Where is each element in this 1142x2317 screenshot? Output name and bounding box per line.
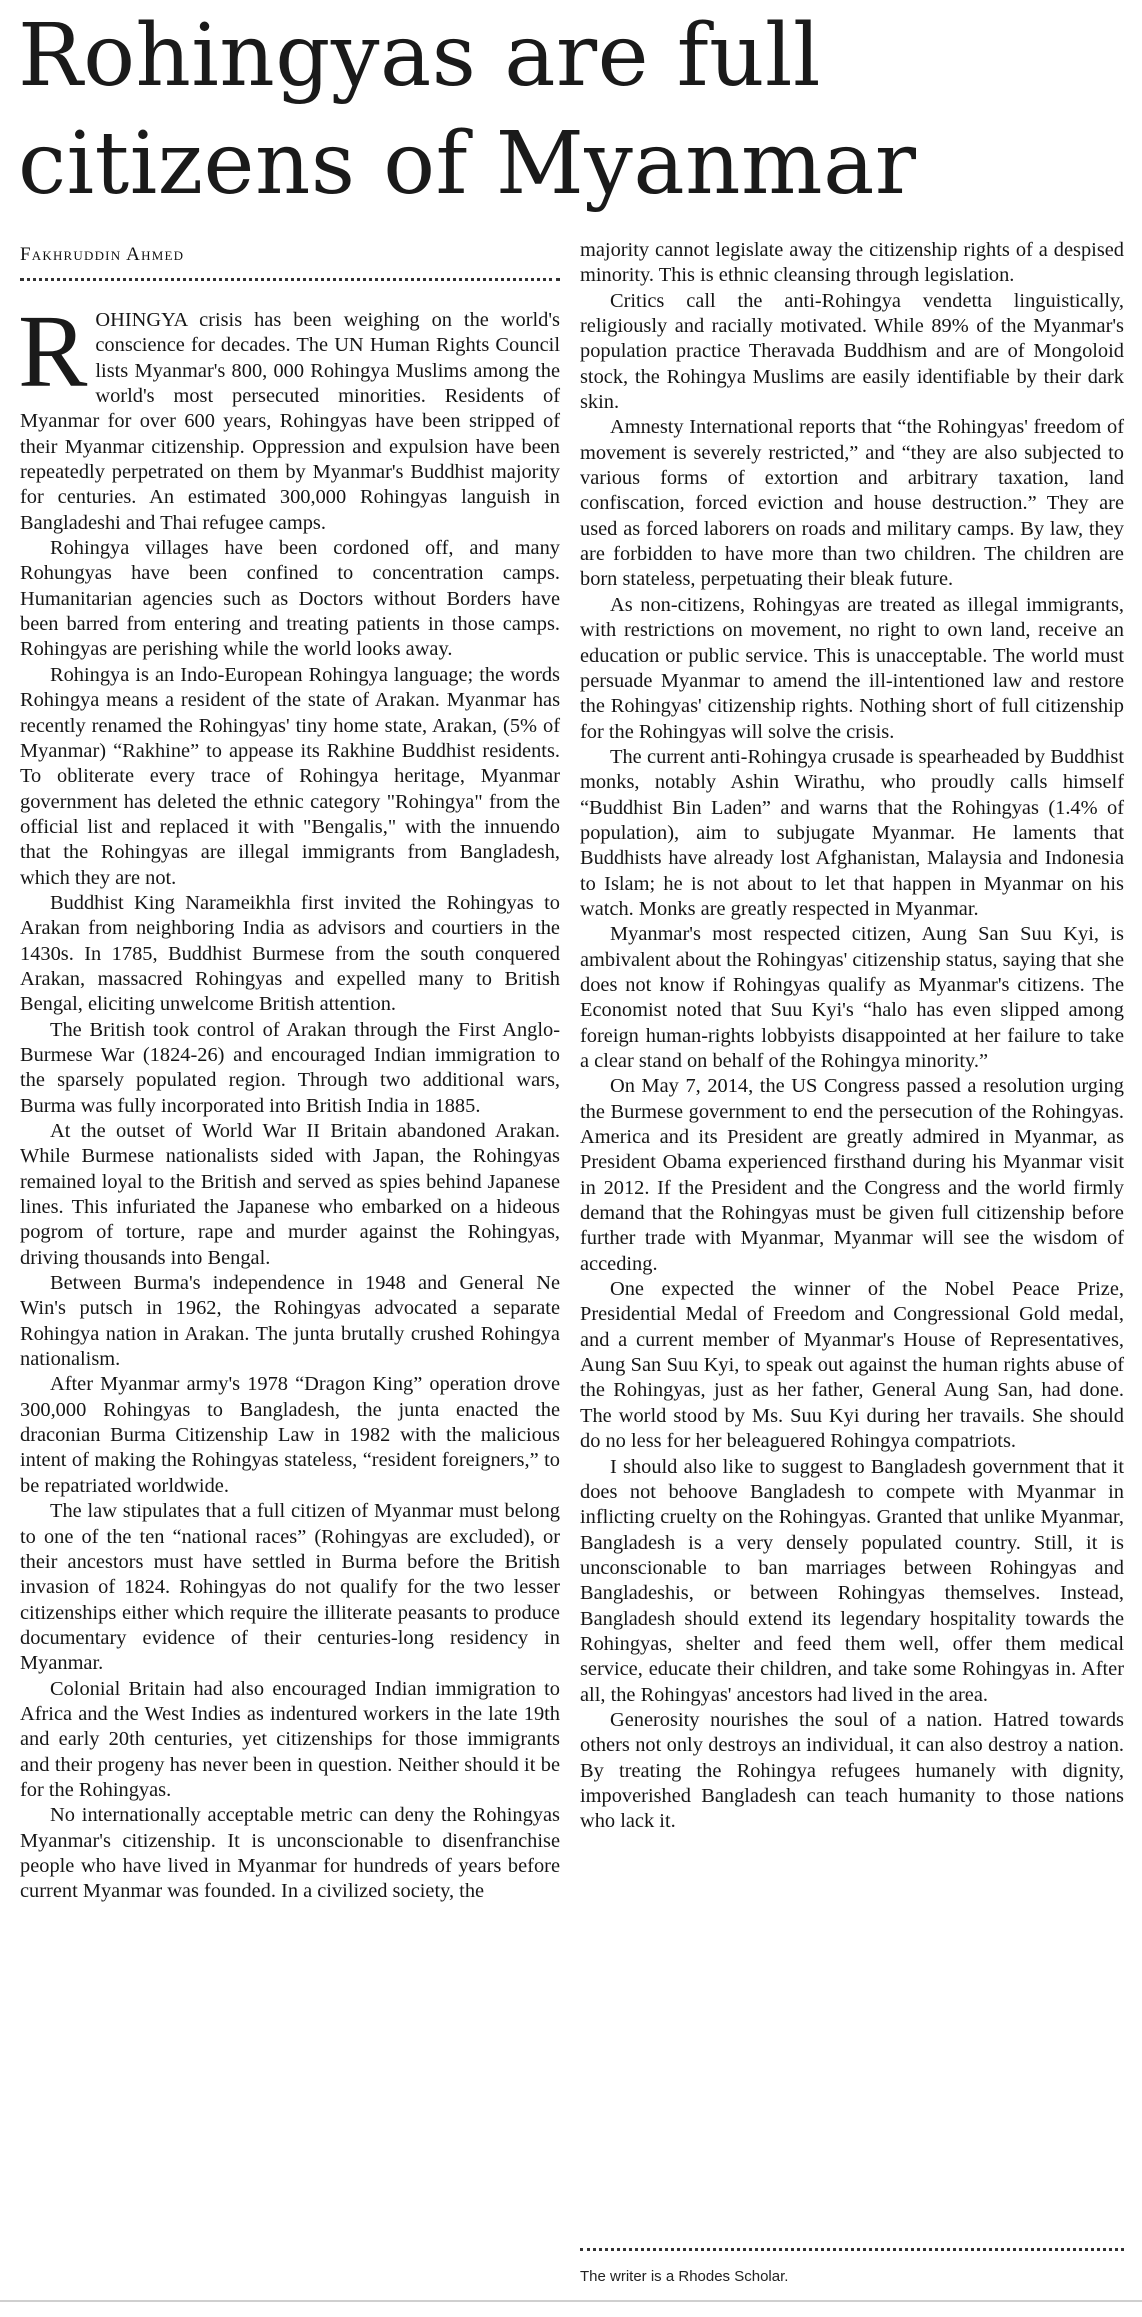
drop-cap: R <box>18 294 88 409</box>
paragraph: One expected the winner of the Nobel Peace Prize, Presidential Medal of Freedom and Congressional Gold medal, and a current member of Myanmar's House of Representatives, Aung San Suu Kyi, to speak out against the human rights abuse of the Rohingyas, just as her father, General Aung San, had done. The world stood by Ms. Suu Kyi during her travails. She should do no less for her beleaguered Rohingya compatriots. <box>580 1278 1124 1453</box>
paragraph: At the outset of World War II Britain abandoned Arakan. While Burmese nationalists sided with Japan, the Rohingyas remained loyal to the British and served as spies behind Japanese lines. This infuriated the Japanese who embarked on a hideous pogrom of torture, rape and murder against the Rohingyas, driving thousands into Bengal. <box>20 1120 560 1269</box>
paragraph: The current anti-Rohingya crusade is spearheaded by Buddhist monks, notably Ashin Wirathu, who proudly calls himself “Buddhist Bin Laden” and warns that the Rohingyas (1.4% of population), aim to subjugate Myanmar. He laments that Buddhists have already lost Afghanistan, Malaysia and Indonesia to Islam; he is not about to let that happen in Myanmar on his watch. Monks are greatly respected in Myanmar. <box>580 745 1124 920</box>
paragraph: The British took control of Arakan through the First Anglo-Burmese War (1824-26) and encouraged Indian immigration to the sparsely populated region. Through two additional wars, Burma was fully incorporated into British India in 1885. <box>20 1018 560 1117</box>
paragraph: Critics call the anti-Rohingya vendetta linguistically, religiously and racially motivated. While 89% of the Myanmar's population practice Theravada Buddhism and are of Mongoloid stock, the Rohingya Muslims are easily identifiable by their dark skin. <box>580 289 1124 414</box>
paragraph: Between Burma's independence in 1948 and General Ne Win's putsch in 1962, the Rohingyas advocated a separate Rohingya nation in Arakan. The junta brutally crushed Rohingya nationalism. <box>20 1272 560 1371</box>
paragraph: Amnesty International reports that “the Rohingyas' freedom of movement is severely restricted,” and “they are also subjected to various forms of extortion and arbitrary taxation, land confiscation, forced eviction and house destruction.” They are used as forced laborers on roads and military camps. By law, they are forbidden to have more than two children. The children are born stateless, perpetuating their bleak future. <box>580 416 1124 591</box>
lead-paragraph <box>18 294 560 536</box>
paragraph: I should also like to suggest to Bangladesh government that it does not behoove Bangladesh to compete with Myanmar in inflicting cruelty on the Rohingyas. Granted that unlike Myanmar, Bangladesh is a very densely populated country. Still, it is unconscionable to ban marriages between Rohingyas and Bangladeshis, or between Rohingyas themselves. Instead, Bangladesh should extend its legendary hospitality towards the Rohingyas, shelter and feed them well, offer them medical service, educate their children, and take some Rohingyas in. After all, the Rohingyas' ancestors had lived in the area. <box>580 1455 1124 1706</box>
paragraph: Rohingya is an Indo-European Rohingya language; the words Rohingya means a resident of the state of Arakan. Myanmar has recently renamed the Rohingyas' tiny home state, Arakan, (5% of Myanmar) “Rakhine” to appease its Rakhine Buddhist residents. To obliterate every trace of Rohingya heritage, Myanmar government has deleted the ethnic category "Rohingya" from the official list and replaced it with "Bengalis," with the innuendo that the Rohingyas are illegal immigrants from Bangladesh, which they are not. <box>20 663 560 889</box>
bottom-rule <box>0 2300 1142 2302</box>
paragraph: The law stipulates that a full citizen of Myanmar must belong to one of the ten “national races” (Rohingyas are excluded), or their ancestors must have settled in Burma before the British invasion of 1824. Rohingyas do not qualify for the two lesser citizenships either which require the illiterate peasants to produce documentary evidence of their centuries-long residency in Myanmar. <box>20 1500 560 1675</box>
paragraph: No internationally acceptable metric can deny the Rohingyas Myanmar's citizenship. It is unconscionable to disenfranchise people who have lived in Myanmar for hundreds of years before current Myanmar was founded. In a civilized society, the <box>20 1804 560 1903</box>
paragraph: majority cannot legislate away the citizenship rights of a despised minority. This is ethnic cleansing through legislation. <box>580 239 1124 287</box>
paragraph: As non-citizens, Rohingyas are treated as illegal immigrants, with restrictions on movement, no right to own land, receive an education or public service. This is unacceptable. The world must persuade Myanmar to amend the ill-intentioned law and restore the Rohingyas' citizenship rights. Nothing short of full citizenship for the Rohingyas will solve the crisis. <box>580 593 1124 743</box>
lead-caps: OHINGYA <box>95 309 188 331</box>
byline-divider <box>20 278 560 281</box>
footnote-divider <box>580 2248 1124 2251</box>
paragraph: Generosity nourishes the soul of a nation. Hatred towards others not only destroys an individual, it can also destroy a nation. By treating the Rohingya refugees humanely with dignity, impoverished Bangladesh can teach humanity to those nations who lack it. <box>580 1708 1124 1833</box>
article-column-left <box>18 294 560 1905</box>
paragraph: Buddhist King Narameikhla first invited the Rohingyas to Arakan from neighboring India as advisors and courtiers in the 1430s. In 1785, Buddhist Burmese from the south conquered Arakan, massacred Rohingyas and expelled many to British Bengal, eliciting unwelcome British attention. <box>20 891 560 1016</box>
paragraph: Rohingya villages have been cordoned off, and many Rohungyas have been confined to concentration camps. Humanitarian agencies such as Doctors without Borders have been barred from entering and treating patients in those camps. Rohingyas are perishing while the world looks away. <box>20 537 560 661</box>
paragraph: On May 7, 2014, the US Congress passed a resolution urging the Burmese government to end the persecution of the Rohingyas. America and its President are greatly admired in Myanmar, as President Obama experienced firsthand during his Myanmar visit in 2012. If the President and the Congress and the world firmly demand that the Rohingyas must be given full citizenship before further trade with Myanmar, Myanmar will see the wisdom of acceding. <box>580 1075 1124 1275</box>
author-footnote: The writer is a Rhodes Scholar. <box>580 2268 789 2285</box>
headline: Rohingyas are full citizens of Myanmar <box>18 6 917 214</box>
lead-text: crisis has been weighing on the world's conscience for decades. The UN Human Rights Council lists Myanmar's 800, 000 Rohingya Muslims among the world's most persecuted minorities. Residents of Myanmar for over 600 years, Rohingyas have been stripped of their Myanmar citizenship. Oppression and expulsion have been repeatedly perpetrated on them by Myanmar's Buddhist majority for centuries. An estimated 300,000 Rohingyas languish in Bangladeshi and Thai refugee camps. <box>20 309 560 534</box>
article-column-right <box>580 238 1124 1835</box>
paragraph: After Myanmar army's 1978 “Dragon King” operation drove 300,000 Rohingyas to Bangladesh, the junta enacted the draconian Burma Citizenship Law in 1982 with the malicious intent of making the Rohingyas stateless, “resident foreigners,” to be repatriated worldwide. <box>20 1373 560 1497</box>
paragraph: Colonial Britain had also encouraged Indian immigration to Africa and the West Indies as indentured workers in the late 19th and early 20th centuries, yet citizenships for those immigrants and their progeny has never been in question. Neither should it be for the Rohingyas. <box>20 1677 560 1801</box>
paragraph: Myanmar's most respected citizen, Aung San Suu Kyi, is ambivalent about the Rohingyas' citizenship status, saying that she does not know if Rohingyas qualify as Myanmar's citizens. The Economist noted that Suu Kyi's “halo has even slipped among foreign human-rights lobbyists disappointed at her failure to take a clear stand on behalf of the Rohingya minority.” <box>580 923 1124 1072</box>
byline: Fakhruddin Ahmed <box>20 244 185 265</box>
